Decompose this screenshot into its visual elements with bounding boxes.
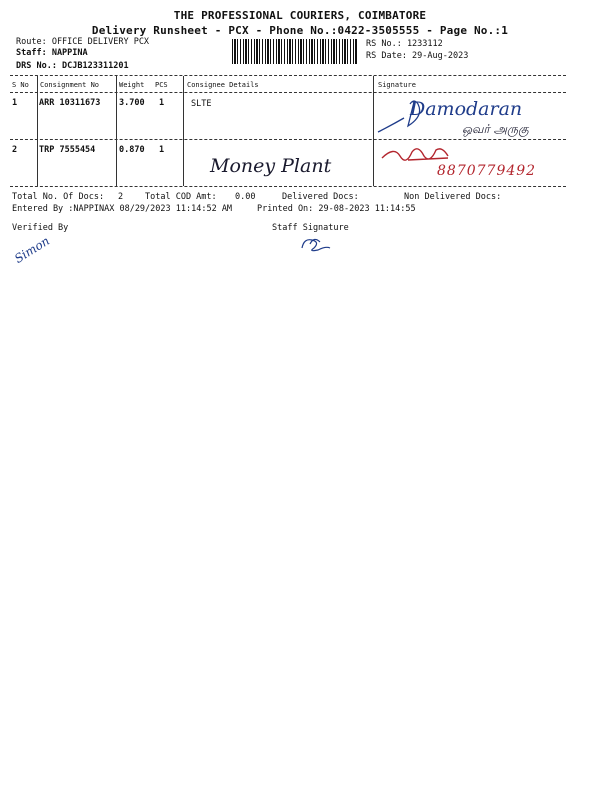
- row2-consignee-handwritten: Money Plant: [210, 155, 332, 177]
- rs-date: RS Date: 29-Aug-2023: [366, 51, 469, 61]
- table-top-rule: [10, 75, 566, 76]
- total-docs-value: 2: [118, 192, 124, 202]
- row2-pcs: 1: [159, 145, 165, 155]
- col-header-consignee: Consignee Details: [187, 81, 259, 89]
- row2-weight: 0.870: [119, 145, 145, 155]
- row2-phone-number: 8870779492: [437, 163, 537, 179]
- col-header-weight: Weight: [119, 81, 145, 89]
- row1-signature-script: ஒவர் அருகு: [462, 122, 529, 136]
- row1-signature: Damodaran: [410, 98, 523, 120]
- entered-by: Entered By :NAPPINAX 08/29/2023 11:14:52 AM: [12, 204, 233, 214]
- delivered-docs-label: Delivered Docs:: [282, 192, 359, 202]
- table-header-rule: [10, 92, 566, 93]
- row1-consignment: ARR 10311673: [39, 98, 101, 108]
- column-divider: [37, 76, 38, 186]
- row2-consignment: TRP 7555454: [39, 145, 96, 155]
- column-divider: [183, 76, 184, 186]
- row2-sno: 2: [12, 145, 18, 155]
- printed-on: Printed On: 29-08-2023 11:14:55: [257, 204, 416, 214]
- row1-consignee: SLTE: [191, 99, 212, 109]
- col-header-pcs: PCS: [155, 81, 168, 89]
- col-header-consignment: Consignment No: [40, 81, 100, 89]
- staff-signature-label: Staff Signature: [272, 223, 349, 233]
- barcode: [232, 39, 358, 64]
- verified-by-label: Verified By: [12, 223, 69, 233]
- runsheet-subtitle: Delivery Runsheet - PCX - Phone No.:0422-3505555 - Page No.:1: [91, 24, 509, 37]
- column-divider: [116, 76, 117, 186]
- col-header-signature: Signature: [378, 81, 416, 89]
- total-docs-label: Total No. Of Docs:: [12, 192, 105, 202]
- col-header-sno: S No: [12, 81, 29, 89]
- row1-pcs: 1: [159, 98, 165, 108]
- route-label: Route: OFFICE DELIVERY PCX: [16, 37, 150, 47]
- verified-signature: Simon: [12, 233, 52, 266]
- cod-amount: 0.00: [235, 192, 256, 202]
- staff-label: Staff: NAPPINA: [16, 48, 88, 58]
- company-title: THE PROFESSIONAL COURIERS, COIMBATORE: [173, 9, 427, 22]
- cod-label: Total COD Amt:: [145, 192, 217, 202]
- table-bottom-rule: [10, 186, 566, 187]
- row1-weight: 3.700: [119, 98, 145, 108]
- row1-sno: 1: [12, 98, 18, 108]
- staff-signature: [298, 234, 334, 254]
- non-delivered-docs-label: Non Delivered Docs:: [404, 192, 502, 202]
- rs-number: RS No.: 1233112: [366, 39, 443, 49]
- table-row-rule: [10, 139, 566, 140]
- drs-number: DRS No.: DCJB123311201: [16, 61, 129, 71]
